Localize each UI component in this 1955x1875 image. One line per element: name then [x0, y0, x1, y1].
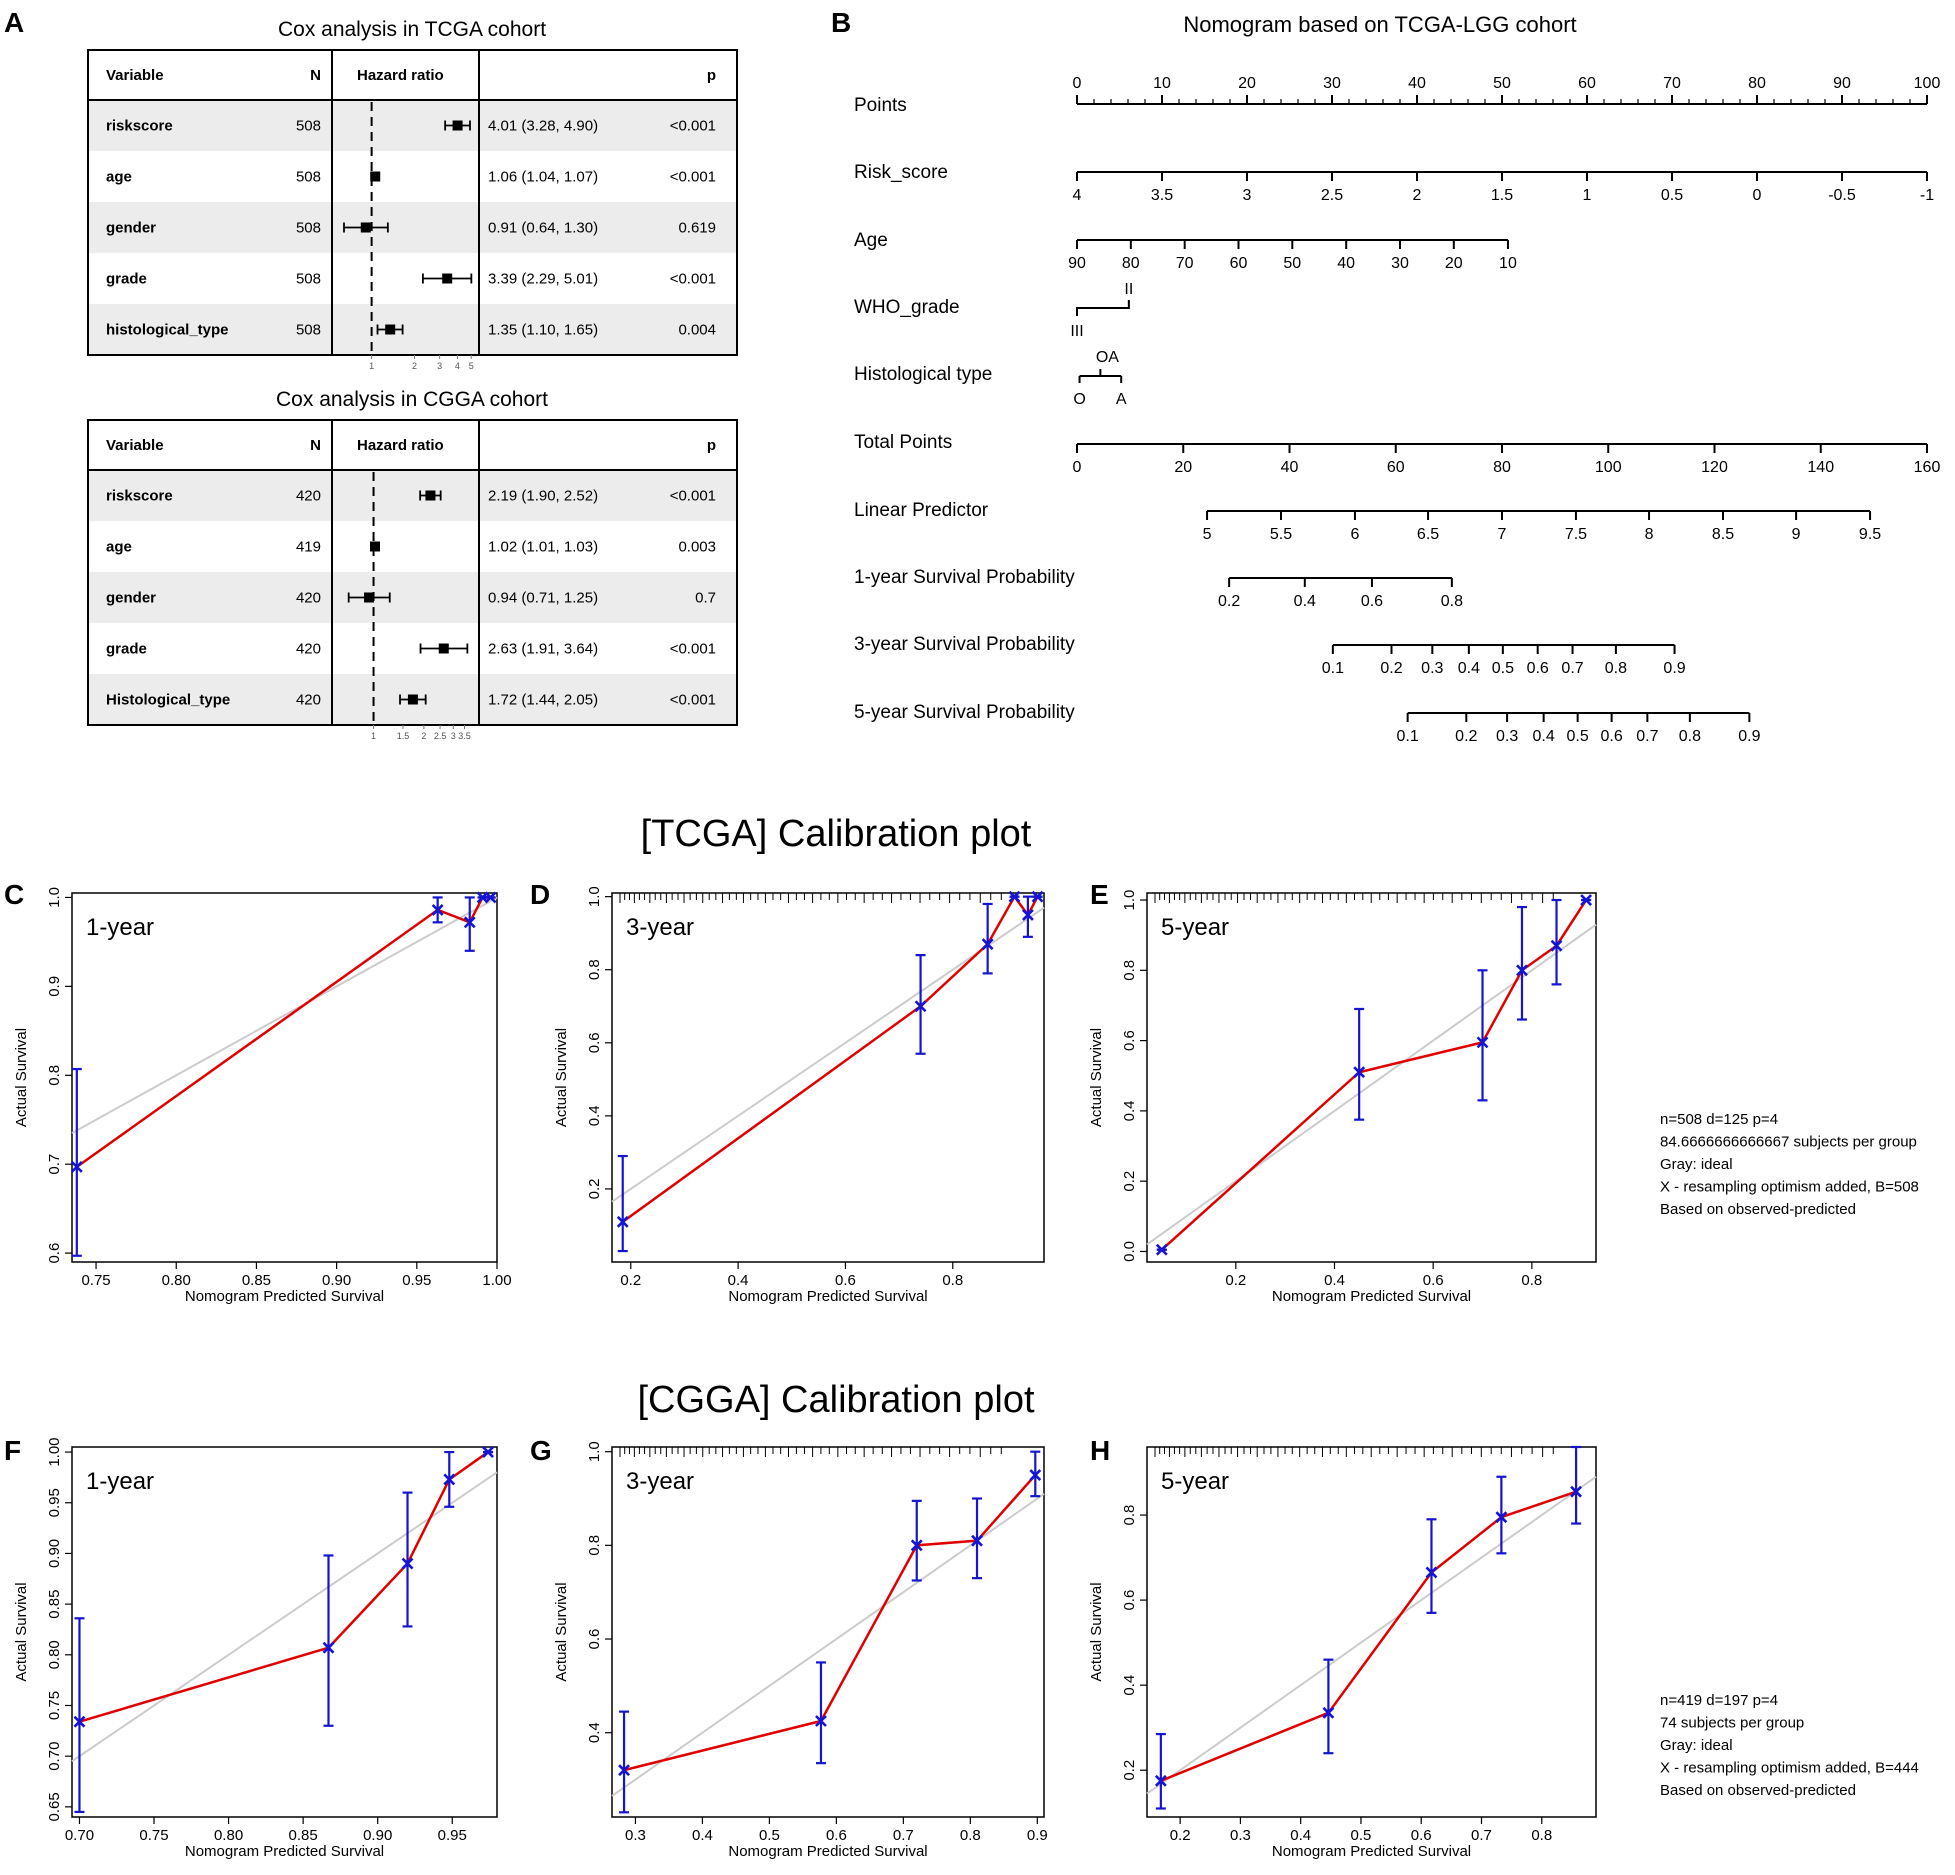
row-n: 419 — [295, 538, 321, 556]
nomogram-tick-label: 20 — [1444, 255, 1463, 272]
calibration-note-line: X - resampling optimism added, B=444 — [1660, 1759, 1919, 1777]
calibration-notes — [1660, 1111, 1919, 1799]
nomogram-tick-label: 0.6 — [1526, 660, 1549, 677]
nomogram-tick-label: 6.5 — [1416, 526, 1440, 543]
x-tick-label: 0.85 — [241, 1272, 272, 1289]
plot-frame — [1147, 893, 1596, 1262]
hr-point — [408, 695, 418, 705]
plot-horizon-label: 3-year — [626, 914, 695, 941]
calibration-note-line: 84.6666666666667 subjects per group — [1660, 1133, 1917, 1151]
x-axis-label: Nomogram Predicted Survival — [728, 1843, 928, 1860]
nomogram-tick-label: 7.5 — [1564, 526, 1588, 543]
header-hazard-ratio: Hazard ratio — [357, 67, 444, 84]
row-p: 0.619 — [678, 219, 716, 237]
cox-table-title: Cox analysis in TCGA cohort — [277, 18, 547, 41]
nomogram-tick-label: 1.5 — [1490, 187, 1514, 204]
x-tick-label: 0.7 — [892, 1827, 914, 1844]
calibration-plots — [13, 886, 1596, 1860]
hr-point — [442, 274, 452, 284]
nomogram-tick-label: 0.3 — [1421, 660, 1444, 677]
nomogram-tick-label: 0.8 — [1604, 660, 1628, 677]
nomogram-tick-label: A — [1115, 391, 1127, 408]
nomogram-tick-label: 5 — [1202, 526, 1212, 543]
hr-point — [370, 172, 380, 182]
x-tick-label: 0.4 — [691, 1827, 713, 1844]
nomogram-tick-label: 0.1 — [1396, 728, 1419, 745]
nomogram-tick-label: 50 — [1493, 75, 1511, 92]
forest-tick-label: 2 — [421, 731, 427, 741]
y-tick-label: 0.8 — [1121, 1504, 1138, 1526]
x-tick-label: 0.90 — [363, 1827, 393, 1844]
nomogram-tick-label: 40 — [1408, 75, 1426, 92]
nomogram-tick-label: 30 — [1323, 75, 1341, 92]
nomogram-tick-label: 0.7 — [1636, 728, 1659, 745]
nomogram-tick-label: 20 — [1174, 459, 1193, 476]
calibration-section-title: [CGGA] Calibration plot — [637, 1379, 1035, 1421]
x-axis-label: Nomogram Predicted Survival — [184, 1288, 385, 1305]
row-variable: age — [106, 168, 132, 186]
row-variable: age — [106, 538, 132, 556]
y-tick-label: 0.2 — [1121, 1759, 1138, 1781]
calibration-note-line: Based on observed-predicted — [1660, 1782, 1856, 1799]
nomogram-tick-label: 30 — [1391, 255, 1409, 272]
calibration-plot-g — [553, 1441, 1048, 1860]
nomogram-tick-label: 0.5 — [1491, 660, 1514, 677]
calibration-plot-e — [1088, 890, 1596, 1305]
y-tick-label: 0.90 — [46, 1538, 63, 1569]
header-p: p — [706, 67, 716, 84]
row-p: 0.003 — [678, 538, 716, 556]
y-tick-label: 0.4 — [586, 1105, 603, 1127]
y-axis-label: Actual Survival — [1088, 1027, 1105, 1128]
nomogram-tick-label: 8 — [1644, 526, 1654, 543]
nomogram-tick-label: 3.5 — [1150, 187, 1174, 204]
x-tick-label: 0.4 — [1324, 1272, 1345, 1289]
nomogram-tick-label: 10 — [1499, 255, 1517, 272]
nomogram-tick-label: 0.9 — [1663, 660, 1686, 677]
x-tick-label: 1.00 — [482, 1272, 512, 1289]
nomogram-tick-label: 90 — [1068, 255, 1086, 272]
forest-tick-label: 2.5 — [433, 731, 447, 741]
y-tick-label: 0.7 — [46, 1153, 63, 1175]
forest-tick-label: 3 — [450, 731, 456, 741]
row-hr-text: 1.02 (1.01, 1.03) — [488, 538, 599, 556]
header-variable: Variable — [106, 437, 164, 454]
calibration-note-line: n=419 d=197 p=4 — [1660, 1692, 1779, 1709]
nomogram-tick-label: -0.5 — [1828, 187, 1856, 204]
nomogram-row-label: WHO_grade — [854, 297, 960, 318]
y-axis-label: Actual Survival — [1088, 1582, 1105, 1682]
row-n: 508 — [295, 219, 321, 237]
row-n: 508 — [295, 168, 321, 186]
panel-label-b: B — [831, 7, 852, 38]
nomogram-tick-label: 0.2 — [1455, 728, 1478, 745]
nomogram-tick-label: 60 — [1229, 255, 1248, 272]
x-tick-label: 0.4 — [1290, 1827, 1312, 1844]
row-hr-text: 1.35 (1.10, 1.65) — [488, 321, 599, 339]
header-n: N — [310, 437, 321, 454]
header-variable: Variable — [106, 67, 164, 84]
nomogram-tick-label: 140 — [1807, 459, 1835, 476]
nomogram-row-label: Age — [854, 230, 888, 251]
header-hazard-ratio: Hazard ratio — [357, 437, 444, 454]
nomogram-tick-label: 160 — [1913, 459, 1941, 476]
x-tick-label: 0.6 — [1422, 1272, 1444, 1289]
y-tick-label: 0.6 — [46, 1242, 63, 1264]
x-axis-label: Nomogram Predicted Survival — [1271, 1843, 1472, 1860]
nomogram-tick-label: 2.5 — [1320, 187, 1344, 204]
y-tick-label: 0.70 — [46, 1741, 63, 1771]
row-variable: grade — [106, 640, 147, 658]
x-tick-label: 0.7 — [1471, 1827, 1492, 1844]
panel-label-a: A — [4, 7, 25, 38]
row-hr-text: 1.06 (1.04, 1.07) — [488, 168, 599, 186]
row-variable: histological_type — [106, 321, 229, 339]
nomogram-tick-label: 4 — [1072, 187, 1082, 204]
nomogram-row-label: 1-year Survival Probability — [854, 567, 1075, 588]
panel-label-f: F — [4, 1435, 22, 1466]
x-tick-label: 0.5 — [758, 1827, 780, 1844]
nomogram-tick-label: 0.5 — [1566, 728, 1589, 745]
x-tick-label: 0.8 — [959, 1827, 981, 1844]
nomogram — [854, 12, 1940, 745]
y-axis-label: Actual Survival — [13, 1582, 30, 1682]
nomogram-tick-label: 120 — [1701, 459, 1728, 476]
nomogram-tick-label: 0.7 — [1561, 660, 1584, 677]
plot-horizon-label: 5-year — [1161, 1468, 1230, 1495]
plot-horizon-label: 3-year — [626, 1468, 695, 1495]
nomogram-tick-label: 80 — [1121, 255, 1140, 272]
table-row-shade — [88, 470, 737, 521]
nomogram-tick-label: 6 — [1350, 526, 1360, 543]
x-axis-label: Nomogram Predicted Survival — [728, 1288, 928, 1305]
plot-frame — [72, 893, 497, 1262]
row-hr-text: 0.94 (0.71, 1.25) — [488, 589, 599, 607]
y-tick-label: 0.6 — [1121, 1030, 1138, 1052]
y-tick-label: 1.00 — [46, 1437, 63, 1467]
x-tick-label: 0.2 — [1225, 1272, 1247, 1289]
row-hr-text: 0.91 (0.64, 1.30) — [488, 219, 599, 237]
forest-tick-label: 2 — [412, 361, 418, 371]
nomogram-tick-label: 0.6 — [1360, 593, 1384, 610]
row-n: 508 — [295, 270, 321, 288]
x-tick-label: 0.6 — [835, 1272, 856, 1289]
row-n: 420 — [295, 589, 321, 607]
forest-tick-label: 4 — [454, 361, 460, 371]
x-tick-label: 0.4 — [727, 1272, 749, 1289]
header-p: p — [706, 437, 716, 454]
panel-label-e: E — [1090, 879, 1109, 910]
x-tick-label: 0.85 — [288, 1827, 318, 1844]
y-tick-label: 0.2 — [1121, 1170, 1138, 1192]
row-variable: riskscore — [106, 487, 173, 505]
cox-forest-tables — [88, 18, 737, 741]
y-tick-label: 0.8 — [586, 1534, 603, 1556]
nomogram-tick-label: III — [1070, 323, 1084, 340]
x-tick-label: 0.80 — [213, 1827, 244, 1844]
nomogram-row-label: 5-year Survival Probability — [854, 702, 1075, 723]
panel-label-c: C — [4, 879, 25, 910]
nomogram-row-label: Histological type — [854, 364, 993, 385]
nomogram-tick-label: 40 — [1280, 459, 1299, 476]
x-tick-label: 0.8 — [1531, 1827, 1553, 1844]
y-tick-label: 0.0 — [1121, 1241, 1138, 1262]
row-p: <0.001 — [669, 117, 716, 135]
hr-point — [364, 593, 374, 603]
nomogram-tick-label: 7 — [1497, 526, 1507, 543]
y-tick-label: 0.6 — [586, 1032, 603, 1054]
y-tick-label: 0.9 — [46, 975, 63, 997]
table-row-shade — [88, 100, 737, 151]
nomogram-tick-label: 100 — [1594, 459, 1622, 476]
calibration-plot-h — [1088, 1447, 1596, 1860]
nomogram-row-label: 3-year Survival Probability — [854, 634, 1075, 655]
plot-horizon-label: 1-year — [86, 914, 155, 941]
row-hr-text: 1.72 (1.44, 2.05) — [488, 691, 599, 709]
y-tick-label: 0.4 — [1121, 1674, 1138, 1696]
x-tick-label: 0.9 — [1026, 1827, 1048, 1844]
row-p: <0.001 — [669, 691, 716, 709]
nomogram-row-label: Points — [854, 95, 907, 116]
x-tick-label: 0.2 — [1169, 1827, 1191, 1844]
nomogram-tick-label: 0.2 — [1380, 660, 1403, 677]
forest-tick-label: 1 — [369, 361, 375, 371]
x-tick-label: 0.90 — [322, 1272, 352, 1289]
calibration-section-title: [TCGA] Calibration plot — [640, 813, 1032, 855]
nomogram-tick-label: 0.5 — [1660, 187, 1684, 204]
nomogram-tick-label: OA — [1095, 349, 1119, 366]
x-tick-label: 0.3 — [625, 1827, 646, 1844]
x-tick-label: 0.75 — [139, 1827, 169, 1844]
calibration-note-line: Gray: ideal — [1660, 1737, 1733, 1754]
x-axis-label: Nomogram Predicted Survival — [1271, 1288, 1472, 1305]
nomogram-tick-label: 0.9 — [1738, 728, 1761, 745]
x-tick-label: 0.70 — [64, 1827, 95, 1844]
nomogram-tick-label: II — [1124, 281, 1134, 298]
row-n: 420 — [295, 640, 321, 658]
x-axis-label: Nomogram Predicted Survival — [184, 1843, 385, 1860]
nomogram-tick-label: 60 — [1386, 459, 1405, 476]
row-variable: Histological_type — [106, 691, 231, 709]
y-axis-label: Actual Survival — [13, 1027, 30, 1128]
nomogram-tick-label: 0.8 — [1440, 593, 1463, 610]
nomogram-tick-label: 70 — [1175, 255, 1194, 272]
forest-tick-label: 3 — [437, 361, 443, 371]
x-tick-label: 0.75 — [81, 1272, 111, 1289]
nomogram-row-label: Total Points — [854, 432, 953, 453]
calibration-plot-d — [553, 886, 1044, 1305]
y-tick-label: 1.0 — [1121, 889, 1138, 911]
forest-tick-label: 3.5 — [458, 731, 471, 741]
nomogram-tick-label: 10 — [1153, 75, 1171, 92]
x-tick-label: 0.8 — [1521, 1272, 1543, 1289]
nomogram-row-label: Risk_score — [854, 162, 948, 183]
y-tick-label: 0.2 — [586, 1178, 603, 1200]
x-tick-label: 0.95 — [402, 1272, 432, 1289]
nomogram-tick-label: 60 — [1578, 75, 1596, 92]
nomogram-tick-label: 0.2 — [1218, 593, 1241, 610]
nomogram-tick-label: O — [1073, 391, 1086, 408]
nomogram-tick-label: 80 — [1493, 459, 1511, 476]
panel-label-g: G — [530, 1435, 552, 1466]
x-tick-label: 0.6 — [825, 1827, 847, 1844]
plot-frame — [612, 1447, 1044, 1817]
x-tick-label: 0.8 — [942, 1272, 964, 1289]
plot-frame — [72, 1447, 497, 1817]
nomogram-tick-label: 100 — [1913, 75, 1941, 92]
nomogram-tick-label: 50 — [1283, 255, 1302, 272]
calibration-plot-c — [13, 887, 512, 1305]
y-tick-label: 0.8 — [586, 959, 603, 981]
row-hr-text: 2.19 (1.90, 2.52) — [488, 487, 599, 505]
plot-frame — [1147, 1447, 1596, 1817]
y-tick-label: 0.6 — [1121, 1589, 1138, 1611]
header-n: N — [310, 67, 321, 84]
nomogram-tick-label: 2 — [1412, 187, 1422, 204]
nomogram-tick-label: -1 — [1919, 187, 1935, 204]
y-tick-label: 1.0 — [586, 1441, 603, 1463]
row-variable: gender — [106, 589, 157, 607]
nomogram-tick-label: 0.4 — [1293, 593, 1316, 610]
panel-label-d: D — [530, 879, 551, 910]
nomogram-tick-label: 0.6 — [1600, 728, 1623, 745]
y-tick-label: 1.0 — [586, 886, 603, 908]
y-tick-label: 0.65 — [46, 1792, 63, 1822]
x-tick-label: 0.80 — [161, 1272, 191, 1289]
calibration-note-line: X - resampling optimism added, B=508 — [1660, 1178, 1919, 1196]
row-hr-text: 4.01 (3.28, 4.90) — [488, 117, 599, 135]
calibration-note-line: n=508 d=125 p=4 — [1660, 1111, 1779, 1128]
hr-point — [439, 644, 449, 654]
y-axis-label: Actual Survival — [553, 1582, 570, 1682]
hr-point — [425, 491, 435, 501]
plot-frame — [612, 893, 1044, 1262]
nomogram-tick-label: 90 — [1833, 75, 1851, 92]
row-p: <0.001 — [669, 640, 716, 658]
row-p: <0.001 — [669, 168, 716, 186]
nomogram-tick-label: 0.1 — [1321, 660, 1344, 677]
row-hr-text: 2.63 (1.91, 3.64) — [488, 640, 599, 658]
hr-point — [361, 223, 371, 233]
row-p: 0.004 — [678, 321, 716, 339]
plot-horizon-label: 1-year — [86, 1468, 155, 1495]
nomogram-tick-label: 20 — [1238, 75, 1256, 92]
y-tick-label: 1.0 — [46, 887, 63, 908]
x-tick-label: 0.3 — [1229, 1827, 1251, 1844]
x-tick-label: 0.6 — [1410, 1827, 1432, 1844]
x-tick-label: 0.95 — [437, 1827, 467, 1844]
row-p: <0.001 — [669, 270, 716, 288]
row-hr-text: 3.39 (2.29, 5.01) — [488, 270, 599, 288]
nomogram-tick-label: 1 — [1582, 187, 1592, 204]
row-variable: riskscore — [106, 117, 173, 135]
forest-tick-label: 5 — [468, 361, 474, 371]
hr-point — [453, 121, 463, 131]
row-p: <0.001 — [669, 487, 716, 505]
hr-point — [370, 542, 380, 552]
nomogram-tick-label: 3 — [1242, 187, 1252, 204]
plot-horizon-label: 5-year — [1161, 914, 1230, 941]
row-n: 508 — [295, 117, 321, 135]
x-tick-label: 0.2 — [620, 1272, 642, 1289]
y-tick-label: 0.6 — [586, 1628, 603, 1650]
forest-tick-label: 1.5 — [396, 731, 410, 741]
nomogram-tick-label: 0 — [1072, 459, 1082, 476]
x-tick-label: 0.5 — [1350, 1827, 1372, 1844]
nomogram-tick-label: 5.5 — [1269, 526, 1293, 543]
table-row-shade — [88, 202, 737, 253]
calibration-note-line: 74 subjects per group — [1660, 1714, 1805, 1732]
nomogram-tick-label: 0.4 — [1532, 728, 1555, 745]
y-tick-label: 0.95 — [46, 1488, 63, 1518]
nomogram-tick-label: 0 — [1072, 75, 1082, 92]
calibration-plot-f — [13, 1437, 497, 1860]
forest-tick-label: 1 — [371, 731, 377, 741]
calibration-note-line: Gray: ideal — [1660, 1156, 1733, 1173]
hr-point — [385, 325, 395, 335]
cox-table-title: Cox analysis in CGGA cohort — [276, 388, 548, 411]
y-tick-label: 0.85 — [46, 1589, 63, 1619]
y-axis-label: Actual Survival — [553, 1027, 570, 1128]
y-tick-label: 0.4 — [586, 1722, 603, 1744]
nomogram-tick-label: 0.8 — [1678, 728, 1701, 745]
row-n: 420 — [295, 487, 321, 505]
row-variable: grade — [106, 270, 147, 288]
nomogram-tick-label: 0 — [1752, 187, 1762, 204]
calibration-note-line: Based on observed-predicted — [1660, 1201, 1856, 1218]
nomogram-tick-label: 0.3 — [1495, 728, 1519, 745]
nomogram-tick-label: 80 — [1748, 75, 1766, 92]
nomogram-title: Nomogram based on TCGA-LGG cohort — [1183, 12, 1577, 37]
y-tick-label: 0.80 — [46, 1640, 63, 1670]
nomogram-tick-label: 9.5 — [1858, 526, 1882, 543]
row-n: 508 — [295, 321, 321, 339]
y-tick-label: 0.8 — [1121, 959, 1138, 981]
row-n: 420 — [295, 691, 321, 709]
nomogram-tick-label: 70 — [1663, 75, 1681, 92]
y-tick-label: 0.4 — [1121, 1100, 1138, 1122]
y-tick-label: 0.8 — [46, 1064, 63, 1086]
row-variable: gender — [106, 219, 157, 237]
panel-label-h: H — [1090, 1435, 1111, 1466]
nomogram-axis — [1077, 300, 1129, 316]
table-row-shade — [88, 572, 737, 623]
nomogram-row-label: Linear Predictor — [854, 500, 989, 521]
y-tick-label: 0.75 — [46, 1690, 63, 1721]
nomogram-tick-label: 8.5 — [1711, 526, 1735, 543]
nomogram-tick-label: 0.4 — [1457, 660, 1480, 677]
row-p: 0.7 — [695, 589, 716, 607]
nomogram-tick-label: 9 — [1791, 526, 1801, 543]
nomogram-tick-label: 40 — [1337, 255, 1356, 272]
